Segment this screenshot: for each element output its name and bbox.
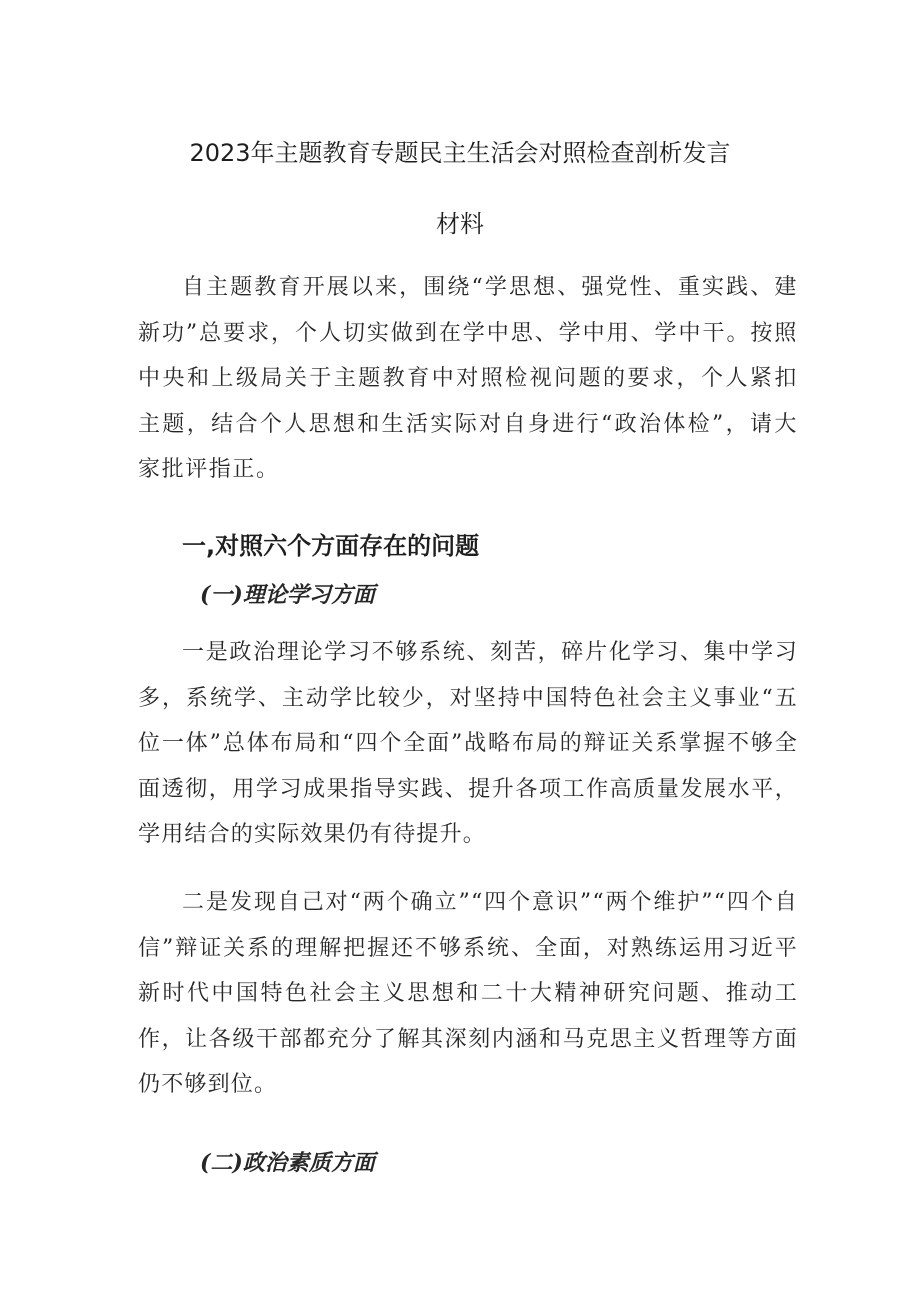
section-heading-problems: 一,对照六个方面存在的问题 bbox=[182, 532, 480, 560]
paragraph-theory-point-1: 一是政治理论学习不够系统、刻苦，碎片化学习、集中学习多，系统学、主动学比较少，对坚持中国特色社会主义事业“五位一体”总体布局和“四个全面”战略布局的辩证关系掌握不够全面透彻，用学习成果指导实践、提升各项工作高质量发展水平，学用结合的实际效果仍有待提升。 bbox=[138, 640, 798, 847]
document-title-line-2: 材料 bbox=[436, 210, 484, 238]
subsection-heading-political-quality: (二)政治素质方面 bbox=[200, 1150, 375, 1176]
paragraph-theory-point-2: 二是发现自己对“两个确立”“四个意识”“两个维护”“四个自信”辩证关系的理解把握还不够系统、全面，对熟练运用习近平新时代中国特色社会主义思想和二十大精神研究问题、推动工作，让各级干部都充分了解其深刻内涵和马克思主义哲理等方面仍不够到位。 bbox=[138, 890, 798, 1097]
subsection-heading-theory-study: (一)理论学习方面 bbox=[200, 582, 375, 608]
intro-paragraph: 自主题教育开展以来，围绕“学思想、强党性、重实践、建新功”总要求，个人切实做到在学中思、学中用、学中干。按照中央和上级局关于主题教育中对照检视问题的要求，个人紧扣主题，结合个人思想和生活实际对自身进行“政治体检”，请大家批评指正。 bbox=[138, 275, 798, 482]
document-title-line-1: 2023年主题教育专题民主生活会对照检查剖析发言 bbox=[189, 139, 731, 167]
